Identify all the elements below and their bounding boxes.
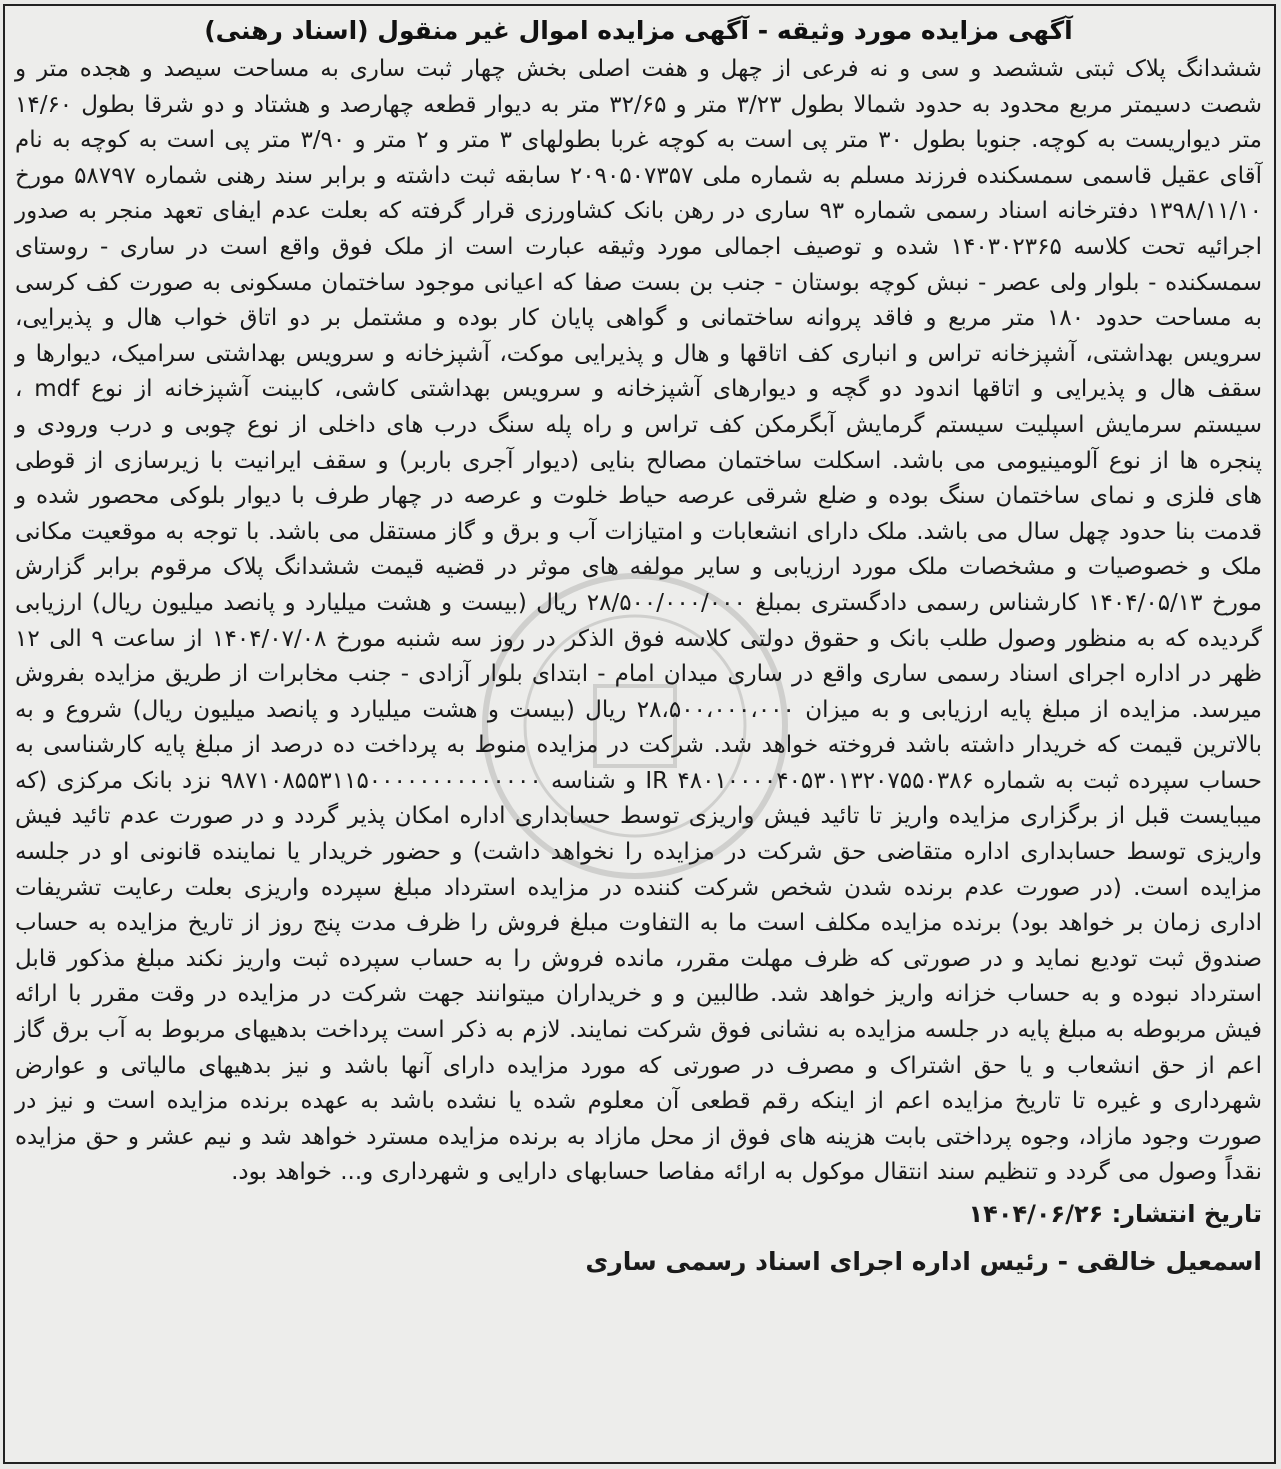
signature-line: اسمعیل خالقی - رئیس اداره اجرای اسناد رسمی ساری [585, 1247, 1262, 1276]
notice-frame [3, 4, 1276, 1464]
notice-content [15, 12, 1262, 1456]
publish-date-value: ۱۴۰۴/۰۶/۲۶ [968, 1200, 1104, 1228]
publish-date-line [15, 1195, 1262, 1233]
publish-date-label: تاریخ انتشار: [1111, 1200, 1262, 1228]
notice-body: ششدانگ پلاک ثبتی ششصد و سی و نه فرعی از چهل و هفت اصلی بخش چهار ثبت ساری به مساحت سیصد و هجده متر و شصت دسیمتر مربع محدود به حدود شمالا بطول ۳/۲۳ متر و ۳۲/۶۵ متر به دیوار قطعه چهارصد و هشتاد و دو شرقا بطول ۱۴/۶۰ متر دیواریست به کوچه. جنوبا بطول ۳۰ متر پی است به کوچه غربا بطولهای ۳ متر و ۲ متر و ۳/۹۰ متر پی است به کوچه به نام آقای عقیل قاسمی سمسکنده فرزند مسلم به شماره ملی ۲۰۹۰۵۰۷۳۵۷ سابقه ثبت داشته و برابر سند رهنی شماره ۵۸۷۹۷ مورخ ۱۳۹۸/۱۱/۱۰ دفترخانه اسناد رسمی شماره ۹۳ ساری در رهن بانک کشاورزی قرار گرفته که بعلت عدم ایفای تعهد منجر به صدور اجرائیه تحت کلاسه ۱۴۰۳۰۲۳۶۵ شده و توصیف اجمالی مورد وثیقه عبارت است از ملک فوق واقع است در ساری - روستای سمسکنده - بلوار ولی عصر - نبش کوچه بوستان - جنب بن بست صفا که اعیانی موجود ساختمان مسکونی به صورت کف کرسی به مساحت حدود ۱۸۰ متر مربع و فاقد پروانه ساختمانی و گواهی پایان کار بوده و مشتمل بر دو اتاق خواب هال و پذیرایی، سرویس بهداشتی، آشپزخانه تراس و انباری کف اتاقها و هال و پذیرایی موکت، آشپزخانه و سرویس بهداشتی سرامیک، دیوارها و سقف هال و پذیرایی و اتاقها اندود دو گچه و دیوارهای آشپزخانه و سرویس بهداشتی کاشی، کابینت آشپزخانه از نوع mdf ، سیستم سرمایش اسپلیت سیستم گرمایش آبگرمکن کف تراس و راه پله سنگ درب های داخلی از نوع چوبی و درب ورودی و پنجره ها از نوع آلومینیومی می باشد. اسکلت ساختمان مصالح بنایی (دیوار آجری باربر) و سقف ایرانیت با زیرسازی از قوطی های فلزی و نمای ساختمان سنگ بوده و ضلع شرقی عرصه حیاط خلوت و عرصه در چهار طرف با دیوار بلوکی محصور شده و قدمت بنا حدود چهل سال می باشد. ملک دارای انشعابات و امتیازات آب و برق و گاز مستقل می باشد. با توجه به موقعیت مکانی ملک و خصوصیات و مشخصات ملک مورد ارزیابی و سایر مولفه های موثر در قضیه قیمت ششدانگ پلاک مرقوم برابر گزارش مورخ ۱۴۰۴/۰۵/۱۳ کارشناس رسمی دادگستری بمبلغ ۲۸/۵۰۰/۰۰۰/۰۰۰ ریال (بیست و هشت میلیارد و پانصد میلیون ریال) ارزیابی گردیده که به منظور وصول طلب بانک و حقوق دولتی کلاسه فوق الذکر در روز سه شنبه مورخ ۱۴۰۴/۰۷/۰۸ از ساعت ۹ الی ۱۲ ظهر در اداره اجرای اسناد رسمی ساری واقع در ساری میدان امام - ابتدای بلوار آزادی - جنب مخابرات از طریق مزایده بفروش میرسد. مزایده از مبلغ پایه ارزیابی و به میزان ۲۸،۵۰۰،۰۰۰،۰۰۰ ریال (بیست و هشت میلیارد و پانصد میلیون ریال) شروع و به بالاترین قیمت که خریدار داشته باشد فروخته خواهد شد. شرکت در مزایده منوط به پرداخت ده درصد از مبلغ پایه کارشناسی به حساب سپرده ثبت به شماره ۴۸۰۱۰۰۰۰۴۰۵۳۰۱۳۲۰۷۵۵۰۳۸۶ IR و شناسه ۹۸۷۱۰۸۵۵۳۱۱۵۰۰۰۰۰۰۰۰۰۰۰۰۰۰ نزد بانک مرکزی (که میبایست قبل از برگزاری مزایده واریز تا تائید فیش واریزی توسط حسابداری اداره امکان پذیر گردد و در صورت عدم تائید فیش واریزی توسط حسابداری اداره متقاضی حق شرکت در مزایده را نخواهد داشت) و حضور خریدار یا نماینده قانونی او در جلسه مزایده است. (در صورت عدم برنده شدن شخص شرکت کننده در مزایده استرداد مبلغ سپرده واریزی بعلت رعایت تشریفات اداری زمان بر خواهد بود) برنده مزایده مکلف است ما به التفاوت مبلغ فروش را ظرف مدت پنج روز از تاریخ مزایده به حساب صندوق ثبت تودیع نماید و در صورتی که ظرف مهلت مقرر، مانده فروش را به حساب سپرده ثبت واریز نکند مبلغ مذکور قابل استرداد نبوده و به حساب خزانه واریز خواهد شد. طالبین و و خریداران میتوانند جهت شرکت در مزایده در وقت مقرر با ارائه فیش مربوطه به مبلغ پایه در جلسه مزایده به نشانی فوق شرکت نمایند. لازم به ذکر است پرداخت بدهیهای مربوط به آب برق گاز اعم از حق انشعاب و یا حق اشتراک و مصرف در صورتی که مورد مزایده دارای آنها باشد و نیز بدهیهای مالیاتی و عوارض شهرداری و غیره تا تاریخ مزایده اعم از اینکه رقم قطعی آن معلوم شده یا نشده باشد به عهده برنده مزایده است و نیز در صورت وجود مازاد، وجوه پرداختی بابت هزینه های فوق از محل مازاد به برنده مزایده مسترد خواهد شد و نیم عشر و حق مزایده نقداً وصول می گردد و تنظیم سند انتقال موکول به ارائه مفاصا حسابهای دارایی و شهرداری و... خواهد بود. [15, 56, 1263, 1186]
notice-title: آگهی مزایده مورد وثیقه - آگهی مزایده اموال غیر منقول (اسناد رهنی) [204, 16, 1073, 45]
